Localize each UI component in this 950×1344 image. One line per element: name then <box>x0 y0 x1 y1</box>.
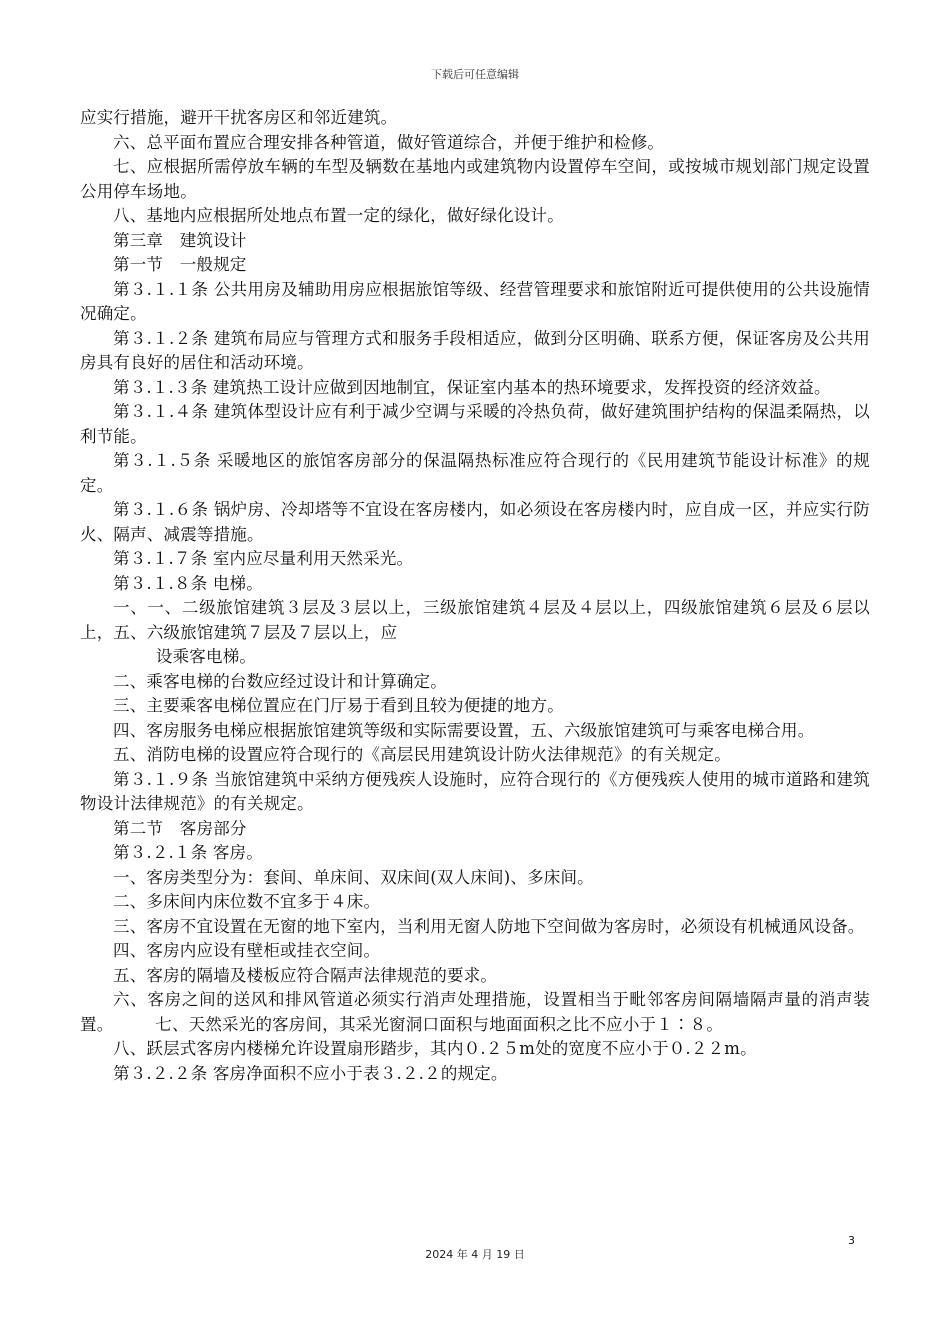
paragraph: 三、客房不宜设置在无窗的地下室内，当利用无窗人防地下空间做为客房时，必须设有机械通风设备。 <box>113 916 865 936</box>
paragraph: 一、一、二级旅馆建筑３层及３层以上，三级旅馆建筑４层及４层以上，四级旅馆建筑６层及６层以上，五、六级旅馆建筑７层及７层以上，应 <box>80 598 870 642</box>
paragraph: 第３.２.１条 客房。 <box>113 843 263 862</box>
paragraph: 四、客房服务电梯应根据旅馆建筑等级和实际需要设置，五、六级旅馆建筑可与乘客电梯合用。 <box>113 720 815 740</box>
page-footer-date: 2024 年 4 月 19 日 <box>425 1248 525 1261</box>
page-number: 3 <box>848 1234 855 1247</box>
paragraph: 六、总平面布置应合理安排各种管道，做好管道综合，并便于维护和检修。 <box>113 132 665 152</box>
paragraph: 设乘客电梯。 <box>155 647 257 666</box>
section-heading: 第二节 客房部分 <box>113 818 247 838</box>
paragraph: 三、主要乘客电梯位置应在门厅易于看到且较为便捷的地方。 <box>113 696 564 715</box>
paragraph: 二、乘客电梯的台数应经过设计和计算确定。 <box>113 671 447 691</box>
paragraph: 第３.１.４条 建筑体型设计应有利于减少空调与采暖的冷热负荷，做好建筑围护结构的保温柔隔热，以利节能。 <box>80 402 870 446</box>
paragraph: 八、跃层式客房内楼梯允许设置扇形踏步，其内０.２５m处的宽度不应小于０.２２m。 <box>113 1039 757 1058</box>
paragraph: 一、客房类型分为：套间、单床间、双床间(双人床间)、多床间。 <box>113 867 594 887</box>
paragraph: 第３.１.５条 采暖地区的旅馆客房部分的保温隔热标准应符合现行的《民用建筑节能设计标准》的规定。 <box>80 451 870 495</box>
paragraph: 第３.１.７条 室内应尽量利用天然采光。 <box>113 549 414 568</box>
paragraph: 第３.２.２条 客房净面积不应小于表３.２.２的规定。 <box>113 1063 508 1083</box>
section-heading: 第一节 一般规定 <box>113 255 247 274</box>
paragraph: 五、客房的隔墙及楼板应符合隔声法律规范的要求。 <box>113 965 498 985</box>
paragraph: 六、客房之间的送风和排风管道必须实行消声处理措施，设置相当于毗邻客房间隔墙隔声量的消声装置。 七、天然采光的客房间，其采光窗洞口面积与地面面积之比不应小于１∶８。 <box>80 990 870 1034</box>
paragraph: 第３.１.６条 锅炉房、冷却塔等不宜设在客房楼内，如必须设在客房楼内时，应自成一区，并应实行防火、隔声、减震等措施。 <box>80 500 870 544</box>
paragraph: 第３.１.８条 电梯。 <box>113 573 263 593</box>
paragraph: 第３.１.３条 建筑热工设计应做到因地制宜，保证室内基本的热环境要求，发挥投资的经济效益。 <box>113 377 831 397</box>
document-body <box>80 106 870 1086</box>
paragraph: 五、消防电梯的设置应符合现行的《高层民用建筑设计防火法律规范》的有关规定。 <box>113 745 731 764</box>
paragraph: 应实行措施，避开干扰客房区和邻近建筑。 <box>80 108 398 127</box>
paragraph: 八、基地内应根据所处地点布置一定的绿化，做好绿化设计。 <box>113 206 564 225</box>
paragraph: 第３.１.１条 公共用房及辅助用房应根据旅馆等级、经营管理要求和旅馆附近可提供使用的公共设施情况确定。 <box>80 279 870 323</box>
paragraph: 第３.１.９条 当旅馆建筑中采纳方便残疾人设施时，应符合现行的《方便残疾人使用的城市道路和建筑物设计法律规范》的有关规定。 <box>80 769 870 813</box>
paragraph: 七、应根据所需停放车辆的车型及辆数在基地内或建筑物内设置停车空间，或按城市规划部门规定设置公用停车场地。 <box>80 157 870 201</box>
paragraph: 四、客房内应设有壁柜或挂衣空间。 <box>113 941 381 960</box>
paragraph: 第３.１.２条 建筑布局应与管理方式和服务手段相适应，做到分区明确、联系方便，保证客房及公共用房具有良好的居住和活动环境。 <box>80 328 870 372</box>
page-header: 下载后可任意编辑 <box>431 68 519 81</box>
chapter-heading: 第三章 建筑设计 <box>113 230 247 250</box>
paragraph: 二、多床间内床位数不宜多于４床。 <box>113 892 381 911</box>
